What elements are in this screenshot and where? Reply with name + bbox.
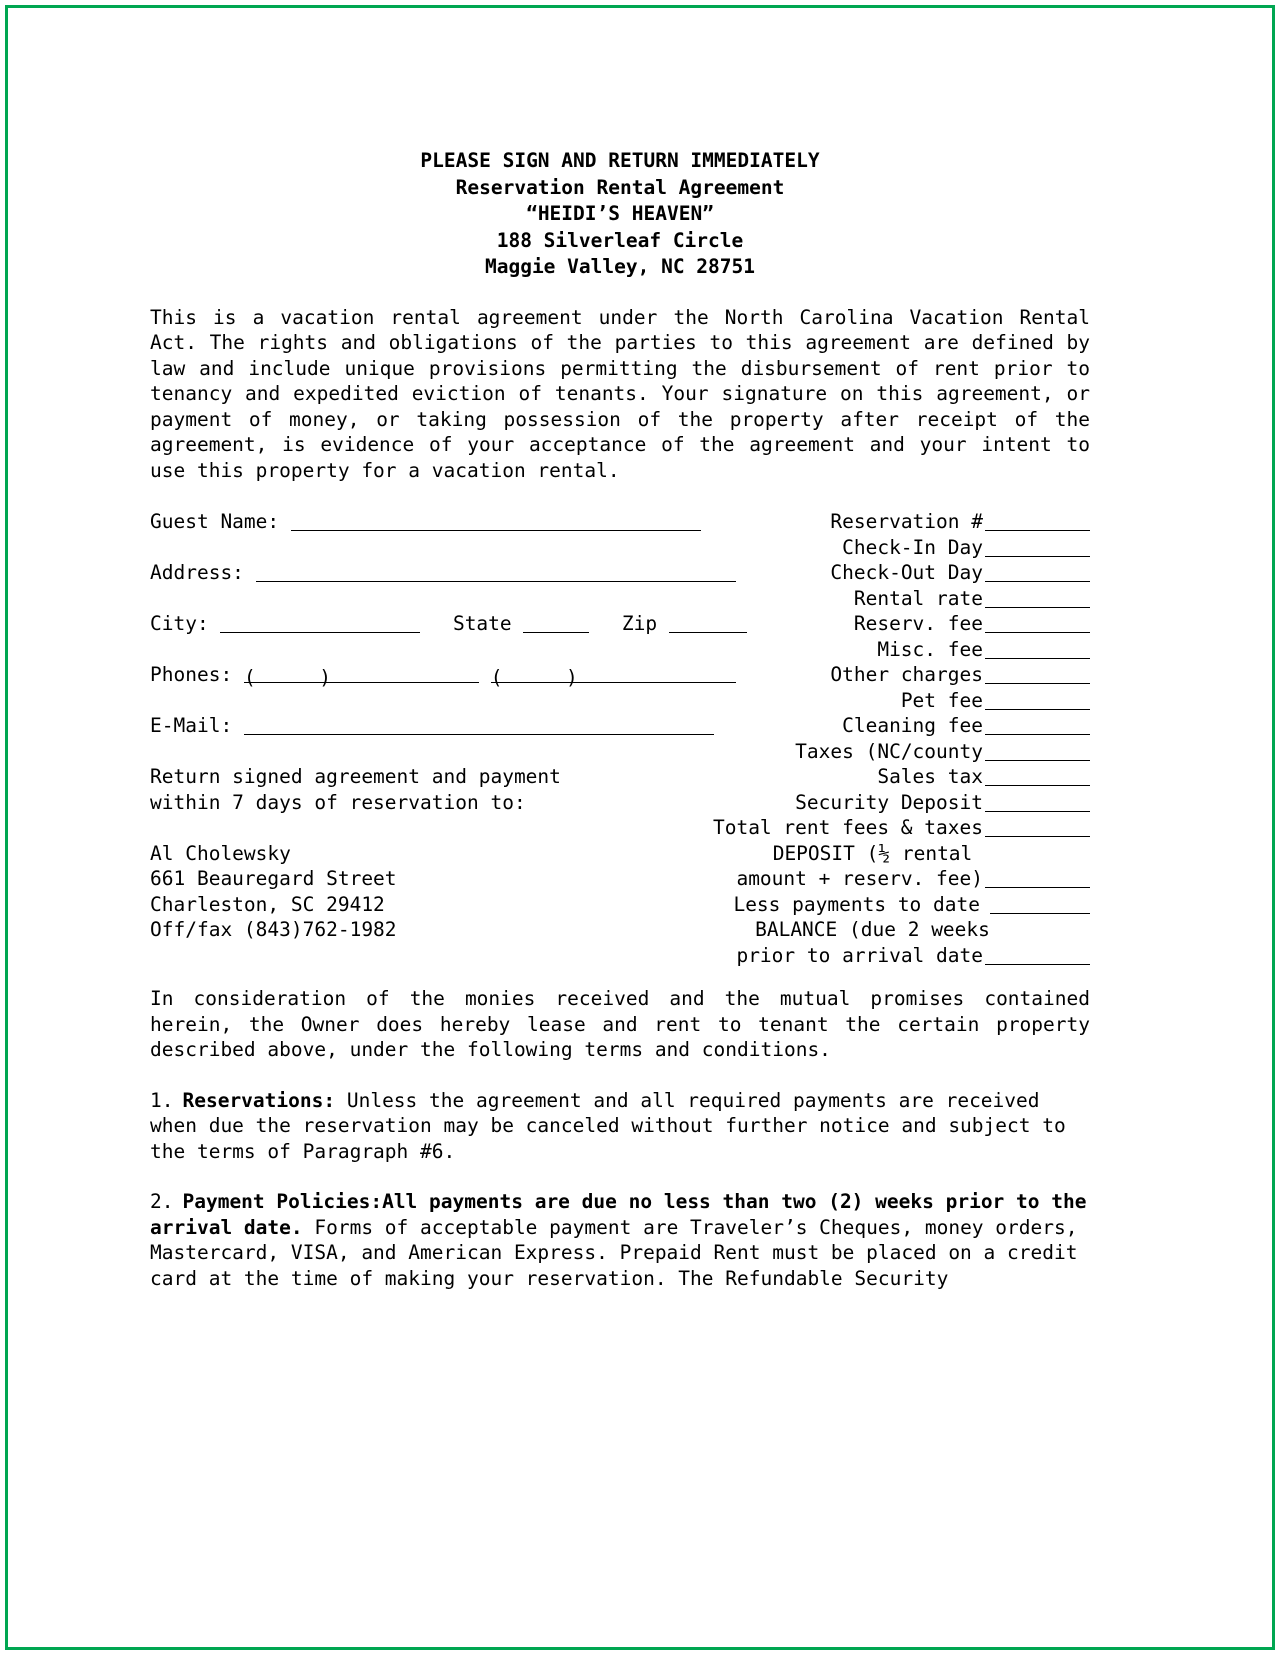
charge-label: Sales tax (877, 765, 983, 788)
charge-row-pet-fee (655, 688, 1090, 714)
balance-input[interactable] (985, 947, 1090, 965)
form-right-column (655, 509, 1090, 968)
deposit-label-line-2: amount + reserv. fee) (736, 867, 983, 890)
charge-input[interactable] (985, 564, 1090, 582)
charge-row-total (655, 815, 1090, 841)
charge-label: Pet fee (900, 688, 983, 712)
balance-row-line-1 (655, 917, 1090, 943)
charge-row-sales-tax (655, 764, 1090, 790)
zip-label: Zip (621, 612, 658, 635)
header-line-4: 188 Silverleaf Circle (496, 228, 744, 252)
charge-label: Total rent fees & taxes (712, 816, 983, 839)
return-instructions-line-1: Return signed agreement and payment (150, 765, 561, 788)
charge-input[interactable] (985, 666, 1090, 684)
charge-row-taxes (655, 739, 1090, 765)
charge-input[interactable] (985, 692, 1090, 710)
charge-label: Check-Out Day (830, 561, 983, 584)
owner-phone: Off/fax (843)762-1982 (150, 918, 397, 941)
intro-paragraph: This is a vacation rental agreement under the North Carolina Vacation Rental Act. The rights and obligations of the parties to this agreement are defined by law and include unique provisions permitting the disbursement of rent prior to tenancy and expedited eviction of tenants. Your signature on this agreement, or payment of money, or taking possession of the property after receipt of the agreement, is evidence of your acceptance of the agreement and your intent to use this property for a vacation rental. (150, 305, 1090, 482)
guest-name-label: Guest Name: (150, 510, 280, 533)
owner-street: 661 Beauregard Street (150, 867, 397, 890)
address-label: Address: (150, 561, 244, 584)
reservation-form (150, 509, 1090, 967)
phone-2-paren-open: ( (490, 666, 503, 689)
phone-2-paren-close: ) (565, 666, 578, 689)
owner-city-state-zip: Charleston, SC 29412 (150, 892, 385, 916)
document-body (150, 148, 1090, 1291)
phone-1-input (243, 665, 479, 689)
section-number: 2. (150, 1190, 174, 1213)
charge-label: Cleaning fee (842, 714, 983, 737)
guest-name-input[interactable] (291, 513, 701, 531)
owner-name: Al Cholewsky (150, 841, 291, 865)
phones-label: Phones: (150, 663, 233, 686)
charge-input[interactable] (985, 768, 1090, 786)
section-title: Payment Policies: (182, 1190, 383, 1213)
charge-row-other-charges (655, 662, 1090, 688)
return-instructions-line-2: within 7 days of reservation to: (150, 790, 526, 814)
charge-row-rental-rate (655, 586, 1090, 612)
city-input[interactable] (220, 615, 420, 633)
charge-label: Rental rate (853, 586, 983, 610)
charge-label: Check-In Day (842, 535, 983, 559)
consideration-paragraph: In consideration of the monies received and the mutual promises contained herein, the Owner does hereby lease and rent to tenant the certain property described above, under the following terms and conditions. (150, 987, 1090, 1061)
charge-label: Other charges (830, 663, 983, 686)
state-label: State (452, 612, 512, 635)
charge-input[interactable] (985, 513, 1090, 531)
section-body: Unless the agreement and all required payments are received when due the reservation may be canceled without further notice and subject to the terms of Paragraph #6. (150, 1088, 1066, 1163)
header-line-1: PLEASE SIGN AND RETURN IMMEDIATELY (420, 149, 820, 172)
balance-label-line-2: prior to arrival date (736, 943, 983, 967)
header-line-5: Maggie Valley, NC 28751 (484, 255, 756, 278)
less-payments-row (655, 892, 1090, 918)
deposit-input[interactable] (985, 870, 1090, 888)
charge-row-check-out-day (655, 560, 1090, 586)
charge-row-reservation-number (655, 509, 1090, 535)
charge-label: Misc. fee (877, 637, 983, 661)
charge-label: Reserv. fee (853, 612, 983, 635)
charge-input[interactable] (985, 717, 1090, 735)
email-label: E-Mail: (150, 714, 233, 737)
state-input[interactable] (523, 615, 589, 633)
phone-1-paren-close: ) (319, 666, 331, 689)
charge-input[interactable] (985, 641, 1090, 659)
section-number: 1. (150, 1088, 174, 1112)
section-reservations (150, 1088, 1090, 1165)
charge-label: Security Deposit (795, 790, 983, 814)
deposit-row-line-1 (655, 841, 1090, 867)
section-payment-policies (150, 1189, 1090, 1291)
document-header (150, 148, 1090, 281)
charge-input[interactable] (985, 590, 1090, 608)
charge-label: Reservation # (830, 510, 983, 533)
city-label: City: (150, 612, 209, 635)
balance-label-line-1: BALANCE (due 2 weeks (755, 918, 990, 941)
charge-input[interactable] (985, 539, 1090, 557)
page-border (5, 5, 1275, 1650)
charge-input[interactable] (985, 743, 1090, 761)
deposit-row-line-2 (655, 866, 1090, 892)
balance-row-line-2 (655, 943, 1090, 969)
header-line-3: “HEIDI’S HEAVEN” (526, 202, 714, 225)
section-title: Reservations: (182, 1088, 336, 1112)
charge-input[interactable] (985, 615, 1090, 633)
email-input[interactable] (244, 717, 714, 735)
charge-row-cleaning-fee (655, 713, 1090, 739)
header-line-2: Reservation Rental Agreement (455, 175, 785, 199)
charge-row-check-in-day (655, 535, 1090, 561)
charge-row-reservation-fee (655, 611, 1090, 637)
charge-input[interactable] (985, 819, 1090, 837)
charge-row-security-deposit (655, 790, 1090, 816)
charge-input[interactable] (985, 794, 1090, 812)
deposit-label-line-1: DEPOSIT (½ rental (772, 841, 973, 865)
phone-1-paren-open: ( (243, 666, 256, 689)
less-payments-input[interactable] (990, 896, 1090, 914)
section-bold-lead: All payments are due no less than two (2) weeks prior to the arrival date. (150, 1190, 1087, 1239)
section-body: Forms of acceptable payment are Traveler’s Cheques, money orders, Mastercard, VISA, and American Express. Prepaid Rent must be placed on a credit card at the time of making your reservation. The Refundable Security (150, 1215, 1078, 1290)
charge-row-misc-fee (655, 637, 1090, 663)
charge-label: Taxes (NC/county (795, 739, 983, 763)
less-payments-label: Less payments to date (733, 892, 980, 916)
